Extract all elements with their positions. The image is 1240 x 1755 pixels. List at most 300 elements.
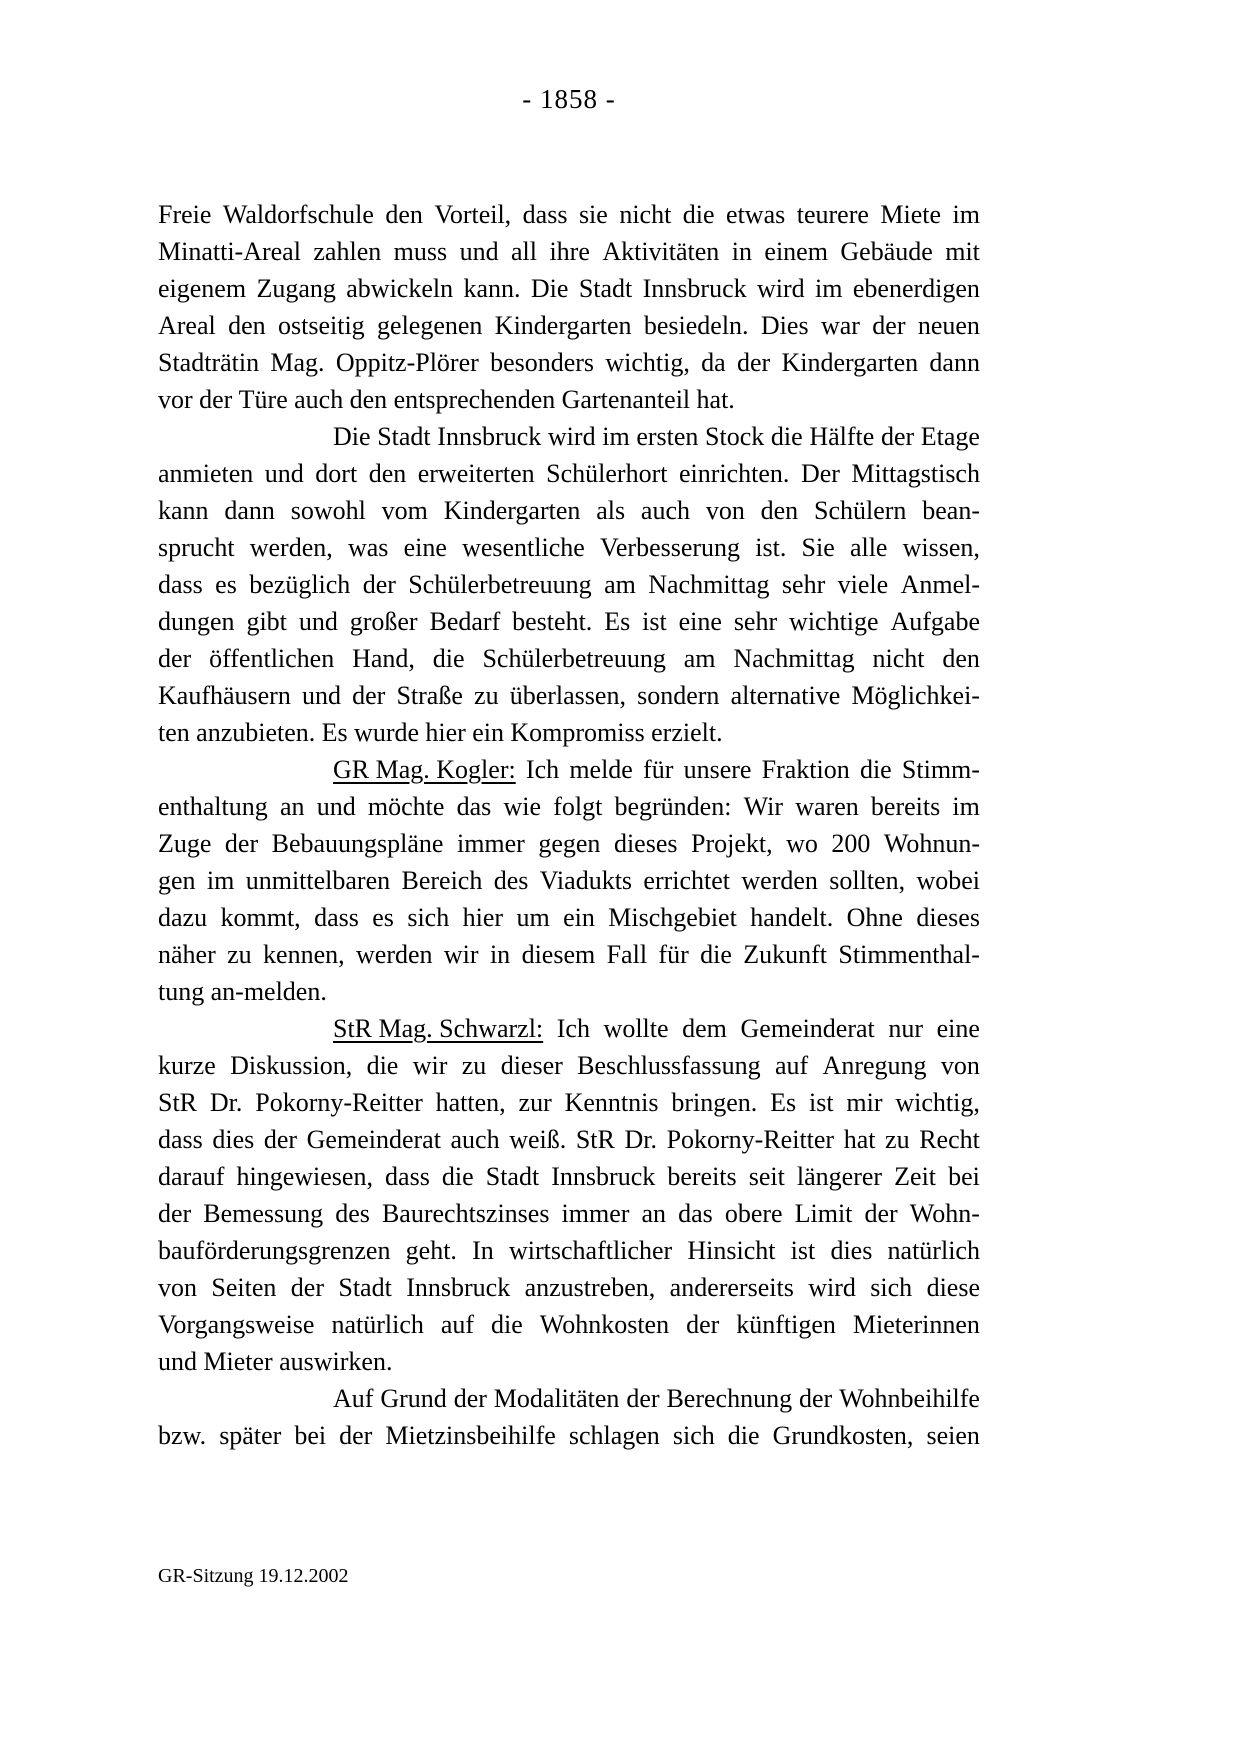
- word: Schülerhort: [546, 459, 668, 488]
- word: wo: [786, 829, 818, 858]
- word: Wohnkosten: [539, 1310, 670, 1339]
- word: großer: [349, 607, 418, 636]
- word: dass: [314, 903, 359, 932]
- text-line: [158, 1232, 980, 1269]
- word: neuen: [917, 311, 980, 340]
- word: Zukunft: [743, 940, 828, 969]
- word: dieser: [500, 1051, 563, 1080]
- word: Stimmenthal-: [838, 940, 980, 969]
- word: Verbesserung: [599, 533, 741, 562]
- word: ist: [808, 1088, 834, 1117]
- word: der: [290, 1273, 324, 1302]
- word: nicht: [619, 200, 672, 229]
- word: ein: [472, 718, 504, 747]
- word: Die: [333, 422, 371, 451]
- word: im: [952, 200, 980, 229]
- word: auch: [640, 496, 691, 525]
- word: Sie: [801, 533, 835, 562]
- word: sich: [870, 1273, 913, 1302]
- word: von: [940, 1051, 980, 1080]
- word: ein: [563, 903, 595, 932]
- word: bauförderungsgrenzen: [158, 1236, 391, 1265]
- word: der: [686, 1310, 720, 1339]
- word: hatten,: [435, 1088, 506, 1117]
- word: die: [727, 1421, 760, 1450]
- word: Recht: [919, 1125, 980, 1154]
- word: Zugang: [256, 274, 336, 303]
- word: obere: [724, 1199, 783, 1228]
- word: zahlen: [313, 237, 382, 266]
- word: Schülern: [814, 496, 907, 525]
- footer-session-label: GR-Sitzung 19.12.2002: [158, 1565, 349, 1587]
- word: vor: [158, 385, 193, 414]
- word: ebenerdigen: [852, 274, 980, 303]
- text-line: [158, 344, 980, 381]
- word: besiedeln.: [643, 311, 749, 340]
- word: dort: [315, 459, 358, 488]
- word: dazu: [158, 903, 208, 932]
- word: handelt.: [750, 903, 834, 932]
- word: was: [347, 533, 389, 562]
- word: eine: [936, 1014, 980, 1043]
- word: gen: [158, 866, 196, 895]
- word: diesem: [521, 940, 596, 969]
- word: Bemessung: [203, 1199, 324, 1228]
- word: Modalitäten: [493, 1384, 620, 1413]
- word: Gemeinderat: [740, 1014, 875, 1043]
- text-line: [158, 1306, 980, 1343]
- word: Stadträtin: [158, 348, 260, 377]
- word: wesentliche: [462, 533, 585, 562]
- word: Schülerbetreuung: [408, 570, 592, 599]
- word: gegen: [538, 829, 601, 858]
- word: bezüglich: [249, 570, 351, 599]
- word: zu: [474, 681, 499, 710]
- word: Mittagstisch: [851, 459, 980, 488]
- word: sehr: [781, 570, 826, 599]
- speaker-name: StR Mag. Schwarzl:: [333, 1014, 544, 1043]
- word: besteht.: [512, 607, 593, 636]
- paragraph: [158, 418, 980, 751]
- word: eigenem: [158, 274, 247, 303]
- text-line: [158, 1269, 980, 1306]
- word: wir: [443, 940, 479, 969]
- word: ist.: [755, 533, 787, 562]
- word: auswirken.: [279, 1347, 393, 1376]
- word: in: [731, 237, 752, 266]
- word: gibt: [246, 607, 287, 636]
- word: Grundkosten,: [772, 1421, 914, 1450]
- word: nicht: [872, 644, 925, 673]
- word: bei: [294, 1421, 327, 1450]
- word: öffentlichen: [209, 644, 335, 673]
- word: im: [952, 792, 980, 821]
- word: als: [596, 496, 626, 525]
- word: die: [859, 755, 892, 784]
- word: näher: [158, 940, 216, 969]
- word: Wohnbeihilfe: [839, 1384, 980, 1413]
- word: Kenntnis: [564, 1088, 659, 1117]
- word: zu: [885, 1125, 910, 1154]
- word: Areal: [158, 311, 216, 340]
- word: der: [453, 1384, 487, 1413]
- word: Pokorny-Reitter: [666, 1125, 835, 1154]
- word: werden: [741, 866, 818, 895]
- word: der: [263, 1125, 298, 1154]
- text-line: [158, 1047, 980, 1084]
- word: kann.: [463, 274, 521, 303]
- word: Innsbruck: [437, 422, 542, 451]
- word: gelegenen: [377, 311, 483, 340]
- text-line: [158, 899, 980, 936]
- text-line: [158, 1343, 980, 1380]
- word: Ich: [525, 755, 560, 784]
- word: enthaltung: [158, 792, 268, 821]
- word: der: [339, 1421, 373, 1450]
- word: einrichten.: [678, 459, 790, 488]
- text-line: [158, 381, 980, 418]
- word: andererseits: [669, 1273, 794, 1302]
- text-line: [158, 455, 980, 492]
- text-line: [158, 492, 980, 529]
- word: und: [316, 792, 356, 821]
- word: kennen,: [263, 940, 345, 969]
- word: der: [872, 311, 906, 340]
- word: Auf: [333, 1384, 374, 1413]
- word: Minatti-Areal: [158, 237, 301, 266]
- word: Fall: [606, 940, 648, 969]
- word: Hand,: [352, 644, 415, 673]
- word: die: [700, 940, 732, 969]
- word: am: [683, 644, 716, 673]
- word: die: [770, 422, 803, 451]
- word: wird: [547, 422, 596, 451]
- word: zur: [518, 1088, 552, 1117]
- word: vom: [381, 496, 428, 525]
- word: einem: [764, 237, 828, 266]
- paragraph: [158, 1010, 980, 1380]
- word: sie: [578, 200, 608, 229]
- word: Mischgebiet: [608, 903, 737, 932]
- word: Baurechtszinses: [381, 1199, 550, 1228]
- text-line: [158, 973, 980, 1010]
- word: Etage: [920, 422, 980, 451]
- word: im: [206, 866, 235, 895]
- word: zu: [227, 940, 252, 969]
- speaker-name: GR Mag. Kogler:: [333, 755, 516, 784]
- word: anzubieten.: [196, 718, 316, 747]
- word: besonders: [490, 348, 595, 377]
- word: wir: [412, 1051, 448, 1080]
- word: von: [158, 1273, 197, 1302]
- word: wichtig,: [895, 1088, 980, 1117]
- word: Möglichkei-: [851, 681, 980, 710]
- word: Wohnun-: [883, 829, 980, 858]
- word: für: [643, 755, 674, 784]
- word: Zuge: [158, 829, 212, 858]
- text-line: [158, 714, 980, 751]
- word: es: [372, 903, 394, 932]
- text-line: [158, 603, 980, 640]
- word: Stadt: [485, 1162, 540, 1191]
- word: längerer: [796, 1162, 883, 1191]
- word: wollte: [603, 1014, 669, 1043]
- word: dieses: [613, 829, 678, 858]
- word: bereits: [870, 792, 941, 821]
- word: den: [368, 459, 407, 488]
- word: natürlich: [331, 1310, 424, 1339]
- paragraph: [158, 1380, 980, 1454]
- word: Mieterinnen: [852, 1310, 980, 1339]
- word: seit: [748, 1162, 785, 1191]
- word: Kindergarten: [781, 348, 919, 377]
- word: melde: [569, 755, 633, 784]
- word: der: [880, 422, 915, 451]
- word: nur: [888, 1014, 924, 1043]
- paragraph: [158, 196, 980, 418]
- word: kann: [158, 496, 209, 525]
- word: eine: [678, 607, 722, 636]
- word: an: [641, 1199, 667, 1228]
- word: Stadt: [338, 1273, 392, 1302]
- word: Schülerbetreuung: [482, 644, 666, 673]
- word: Kaufhäusern: [158, 681, 291, 710]
- word: der: [199, 385, 233, 414]
- word: dungen: [158, 607, 235, 636]
- word: Wohn-: [909, 1199, 980, 1228]
- word: den: [385, 200, 423, 229]
- word: unsere: [683, 755, 752, 784]
- word: dies: [830, 1236, 873, 1265]
- word: Mag.: [270, 348, 325, 377]
- word: Hälfte: [809, 422, 875, 451]
- word: hingewiesen,: [236, 1162, 373, 1191]
- word: Bereich: [401, 866, 483, 895]
- word: der: [224, 829, 259, 858]
- word: wissen,: [902, 533, 980, 562]
- word: Freie: [158, 200, 212, 229]
- word: an: [279, 792, 305, 821]
- word: dies: [212, 1125, 255, 1154]
- word: teurere: [796, 200, 869, 229]
- word: der: [158, 1199, 192, 1228]
- text-line: [158, 788, 980, 825]
- word: wird: [808, 1273, 856, 1302]
- word: Innsbruck: [406, 1273, 511, 1302]
- word: und: [264, 459, 304, 488]
- word: Vorteil,: [434, 200, 512, 229]
- word: StR: [158, 1088, 198, 1117]
- text-line: [158, 751, 980, 788]
- word: bringen.: [671, 1088, 758, 1117]
- word: da: [701, 348, 726, 377]
- word: Anregung: [822, 1051, 927, 1080]
- word: Seiten: [211, 1273, 277, 1302]
- word: dass: [158, 1125, 203, 1154]
- word: errichtet: [643, 866, 731, 895]
- word: dieses: [916, 903, 980, 932]
- word: Oppitz-Plörer: [335, 348, 479, 377]
- word: Zeit: [894, 1162, 937, 1191]
- word: mir: [846, 1088, 883, 1117]
- word: natürlich: [887, 1236, 980, 1265]
- word: wirtschaftlicher: [509, 1236, 673, 1265]
- word: wie: [503, 792, 541, 821]
- word: Waldorfschule: [222, 200, 374, 229]
- text-line: [158, 1195, 980, 1232]
- text-line: [158, 677, 980, 714]
- word: Die: [530, 274, 569, 303]
- word: diese: [926, 1273, 980, 1302]
- word: viele: [837, 570, 889, 599]
- word: Gebäude: [840, 237, 933, 266]
- text-line: [158, 1158, 980, 1195]
- word: hier: [462, 903, 504, 932]
- text-line: [158, 1380, 980, 1417]
- word: und: [158, 1347, 197, 1376]
- word: Berechnung: [666, 1384, 793, 1413]
- word: Beschlussfassung: [577, 1051, 761, 1080]
- word: der: [352, 681, 386, 710]
- text-line: [158, 196, 980, 233]
- word: In: [472, 1236, 494, 1265]
- word: sowohl: [290, 496, 366, 525]
- word: sprucht: [158, 533, 235, 562]
- text-line: [158, 640, 980, 677]
- word: überlassen,: [509, 681, 626, 710]
- word: hier: [425, 718, 466, 747]
- text-line: [158, 1010, 980, 1047]
- word: begründen:: [614, 792, 732, 821]
- word: Pokorny-Reitter: [255, 1088, 423, 1117]
- word: Mietzinsbeihilfe: [385, 1421, 556, 1450]
- word: unmittelbaren: [245, 866, 391, 895]
- word: Viadukts: [539, 866, 633, 895]
- word: Limit: [794, 1199, 853, 1228]
- text-line: [158, 418, 980, 455]
- word: abwickeln: [346, 274, 454, 303]
- text-line: [158, 1084, 980, 1121]
- word: Wir: [743, 792, 784, 821]
- text-line: [158, 1417, 980, 1454]
- word: all: [511, 237, 538, 266]
- word: kommt,: [220, 903, 301, 932]
- word: ihre: [549, 237, 590, 266]
- word: hat: [843, 1125, 876, 1154]
- word: Bebauungspläne: [271, 829, 444, 858]
- word: ersten: [636, 422, 699, 451]
- word: mit: [945, 237, 980, 266]
- word: bean-: [922, 496, 980, 525]
- word: etwas: [726, 200, 786, 229]
- word: der: [362, 570, 396, 599]
- word: des: [493, 866, 529, 895]
- word: dass: [385, 1162, 430, 1191]
- word: hat.: [696, 385, 735, 414]
- word: im: [815, 274, 843, 303]
- word: wichtig,: [605, 348, 690, 377]
- word: die: [491, 1310, 523, 1339]
- word: seien: [926, 1421, 980, 1450]
- word: den: [942, 644, 980, 673]
- word: entsprechenden: [393, 385, 556, 414]
- word: und: [298, 607, 338, 636]
- word: Ohne: [846, 903, 903, 932]
- word: von: [705, 496, 745, 525]
- word: dann: [224, 496, 275, 525]
- word: anzustreben,: [524, 1273, 656, 1302]
- word: im: [602, 422, 630, 451]
- word: kurze: [158, 1051, 216, 1080]
- word: ist: [642, 607, 667, 636]
- word: dem: [682, 1014, 727, 1043]
- word: dass: [522, 200, 568, 229]
- word: und: [459, 237, 499, 266]
- word: dann: [929, 348, 980, 377]
- word: erweiterten: [417, 459, 535, 488]
- text-line: [158, 1121, 980, 1158]
- word: sehr: [733, 607, 778, 636]
- word: StR: [575, 1125, 615, 1154]
- word: wurde: [354, 718, 420, 747]
- word: Nachmittag: [648, 570, 770, 599]
- word: in: [489, 940, 511, 969]
- word: Hinsicht: [687, 1236, 776, 1265]
- word: Diskussion,: [230, 1051, 353, 1080]
- word: war: [820, 311, 860, 340]
- word: weiß.: [509, 1125, 567, 1154]
- word: bereits: [667, 1162, 737, 1191]
- word: Es: [321, 718, 348, 747]
- text-line: [158, 862, 980, 899]
- word: den: [228, 311, 266, 340]
- word: Projekt,: [690, 829, 773, 858]
- word: anmieten: [158, 459, 254, 488]
- word: wobei: [916, 866, 980, 895]
- word: später: [219, 1421, 282, 1450]
- word: bzw.: [158, 1421, 207, 1450]
- word: bei: [948, 1162, 980, 1191]
- text-line: [158, 307, 980, 344]
- word: Fraktion: [761, 755, 850, 784]
- word: des: [335, 1199, 370, 1228]
- word: Dr.: [209, 1088, 243, 1117]
- word: auf: [440, 1310, 475, 1339]
- word: das: [456, 792, 492, 821]
- word: der: [864, 1199, 898, 1228]
- word: den: [760, 496, 799, 525]
- word: immer: [456, 829, 525, 858]
- word: 200: [831, 829, 871, 858]
- word: der: [158, 644, 192, 673]
- word: es: [215, 570, 237, 599]
- word: die: [366, 1051, 399, 1080]
- document-body: [158, 196, 980, 1454]
- word: am: [604, 570, 636, 599]
- word: sich: [672, 1421, 715, 1450]
- word: Kindergarten: [494, 311, 632, 340]
- word: ostseitig: [278, 311, 365, 340]
- word: Stadt: [377, 422, 431, 451]
- word: muss: [393, 237, 448, 266]
- word: Bedarf: [429, 607, 501, 636]
- text-line: [158, 566, 980, 603]
- text-line: [158, 529, 980, 566]
- word: Aktivitäten: [602, 237, 720, 266]
- word: Innsbruck: [551, 1162, 656, 1191]
- word: der: [736, 348, 771, 377]
- word: sondern: [637, 681, 720, 710]
